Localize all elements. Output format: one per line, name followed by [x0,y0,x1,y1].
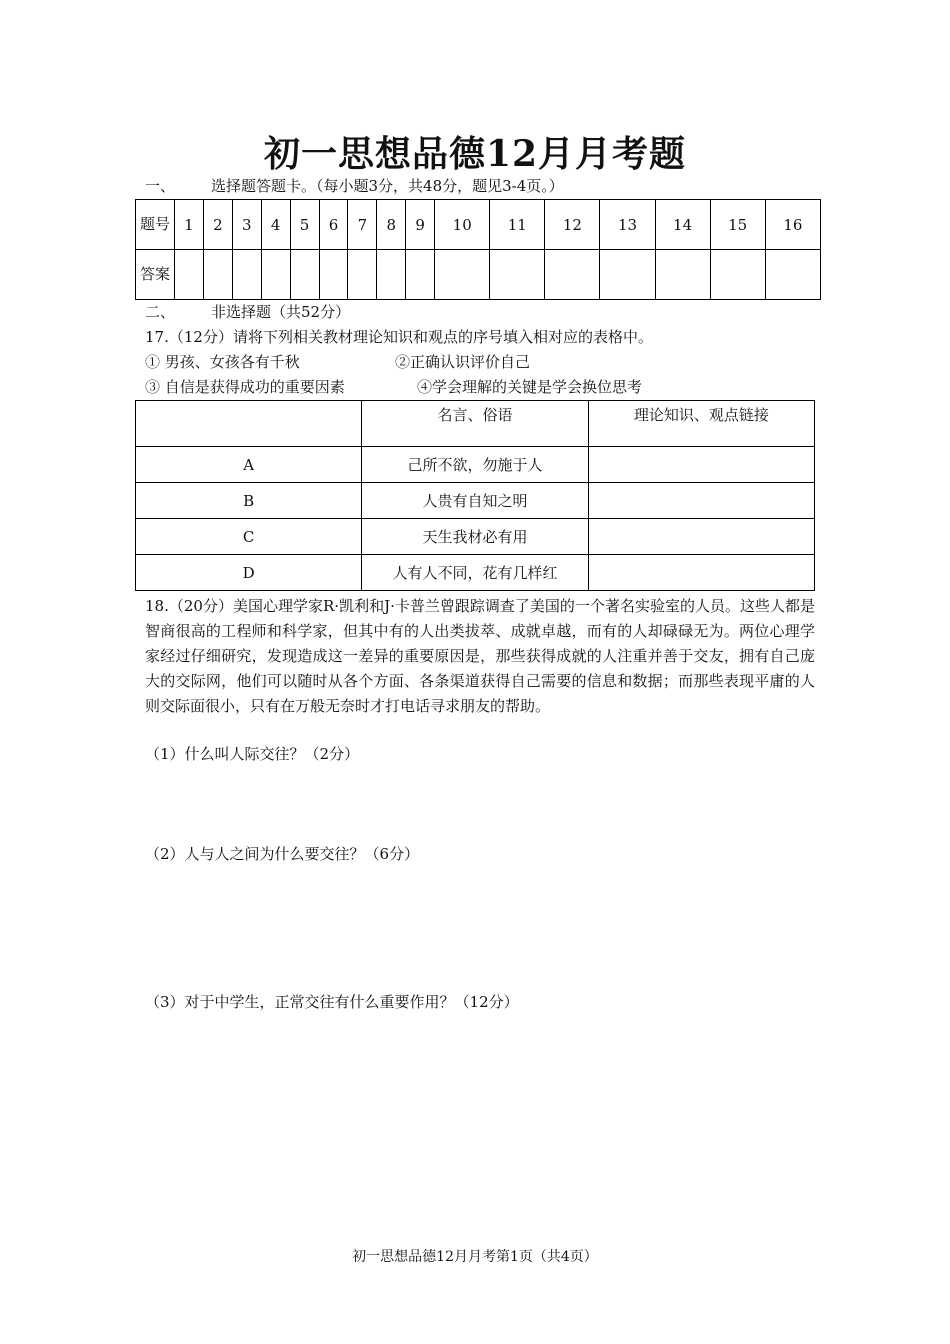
matching-table-header [136,401,815,447]
row-quote: 人有人不同，花有几样红 [362,555,588,591]
q17-option-2: ②正确认识评价自己 [395,353,531,371]
table-row [136,519,815,555]
q17-option-4: ④学会理解的关键是学会换位思考 [417,378,643,396]
question-number-cell: 8 [377,200,406,250]
row-label: A [136,447,362,483]
question-number-cell: 11 [490,200,545,250]
table-row [136,555,815,591]
question-number-label: 题号 [136,200,175,250]
question-number-row [136,200,821,250]
section-two-number: 二、 [145,303,176,321]
answer-cell[interactable] [435,250,490,300]
row-label: B [136,483,362,519]
question-number-cell: 9 [406,200,435,250]
answer-cell[interactable] [600,250,655,300]
question-number-cell: 13 [600,200,655,250]
answer-cell[interactable] [765,250,820,300]
row-answer-cell[interactable] [588,483,814,519]
answer-cell[interactable] [545,250,600,300]
row-quote: 天生我材必有用 [362,519,588,555]
q18-subquestion-2: （2）人与人之间为什么要交往？（6分） [145,845,420,863]
answer-row-label: 答案 [136,250,175,300]
table-row [136,483,815,519]
question-number-cell: 15 [710,200,765,250]
q18-subquestion-3: （3）对于中学生，正常交往有什么重要作用？（12分） [145,993,519,1011]
answer-row [136,250,821,300]
row-quote: 人贵有自知之明 [362,483,588,519]
answer-cell[interactable] [261,250,290,300]
question-number-cell: 4 [261,200,290,250]
question-number-cell: 12 [545,200,600,250]
question-number-cell: 16 [765,200,820,250]
section-one-number: 一、 [145,177,176,195]
answer-cell[interactable] [710,250,765,300]
answer-cell[interactable] [319,250,348,300]
question-number-cell: 7 [348,200,377,250]
answer-cell[interactable] [203,250,232,300]
answer-cell[interactable] [232,250,261,300]
row-answer-cell[interactable] [588,519,814,555]
section-one-heading [145,175,564,197]
q17-option-1: ① 男孩、女孩各有千秋 [145,353,300,371]
row-answer-cell[interactable] [588,555,814,591]
q17-options-row-2 [145,376,642,398]
answer-cell[interactable] [175,250,204,300]
q17-matching-table [135,400,815,591]
q17-option-3: ③ 自信是获得成功的重要因素 [145,378,345,396]
answer-cell[interactable] [348,250,377,300]
table-row [136,447,815,483]
question-number-cell: 3 [232,200,261,250]
header-blank-cell [136,401,362,447]
q17-stem: 17.（12分）请将下列相关教材理论知识和观点的序号填入相对应的表格中。 [145,328,653,346]
q17-options-row-1 [145,351,530,373]
row-quote: 己所不欲，勿施于人 [362,447,588,483]
answer-card-table [135,199,821,300]
page-footer: 初一思想品德12月月考第1页（共4页） [352,1249,598,1265]
row-label: D [136,555,362,591]
answer-cell[interactable] [490,250,545,300]
row-answer-cell[interactable] [588,447,814,483]
question-number-cell: 10 [435,200,490,250]
section-two-text: 非选择题（共52分） [211,303,351,321]
answer-cell[interactable] [290,250,319,300]
question-number-cell: 6 [319,200,348,250]
q18-passage: 18.（20分）美国心理学家R·凯利和J·卡普兰曾跟踪调查了美国的一个著名实验室的人员。这些人都是智商很高的工程师和科学家，但其中有的人出类拔萃、成就卓越，而有的人却碌碌无为。两位心理学家经过仔细研究，发现造成这一差异的重要原因是，那些获得成就的人注重并善于交友，拥有自己庞大的交际网，他们可以随时从各个方面、各条渠道获得自己需要的信息和数据；而那些表现平庸的人则交际面很小，只有在万般无奈时才打电话寻求朋友的帮助。 [145,597,815,715]
question-number-cell: 1 [175,200,204,250]
answer-cell[interactable] [655,250,710,300]
section-one-text: 选择题答题卡。（每小题3分，共48分，题见3-4页。） [211,177,564,195]
section-two-heading [145,301,350,323]
question-number-cell: 5 [290,200,319,250]
row-label: C [136,519,362,555]
header-theory-cell: 理论知识、观点链接 [588,401,814,447]
question-number-cell: 14 [655,200,710,250]
page-title: 初一思想品德12月月考题 [263,133,687,175]
question-number-cell: 2 [203,200,232,250]
q18-subquestion-1: （1）什么叫人际交往？（2分） [145,745,360,763]
answer-cell[interactable] [377,250,406,300]
header-quote-cell: 名言、俗语 [362,401,588,447]
answer-cell[interactable] [406,250,435,300]
